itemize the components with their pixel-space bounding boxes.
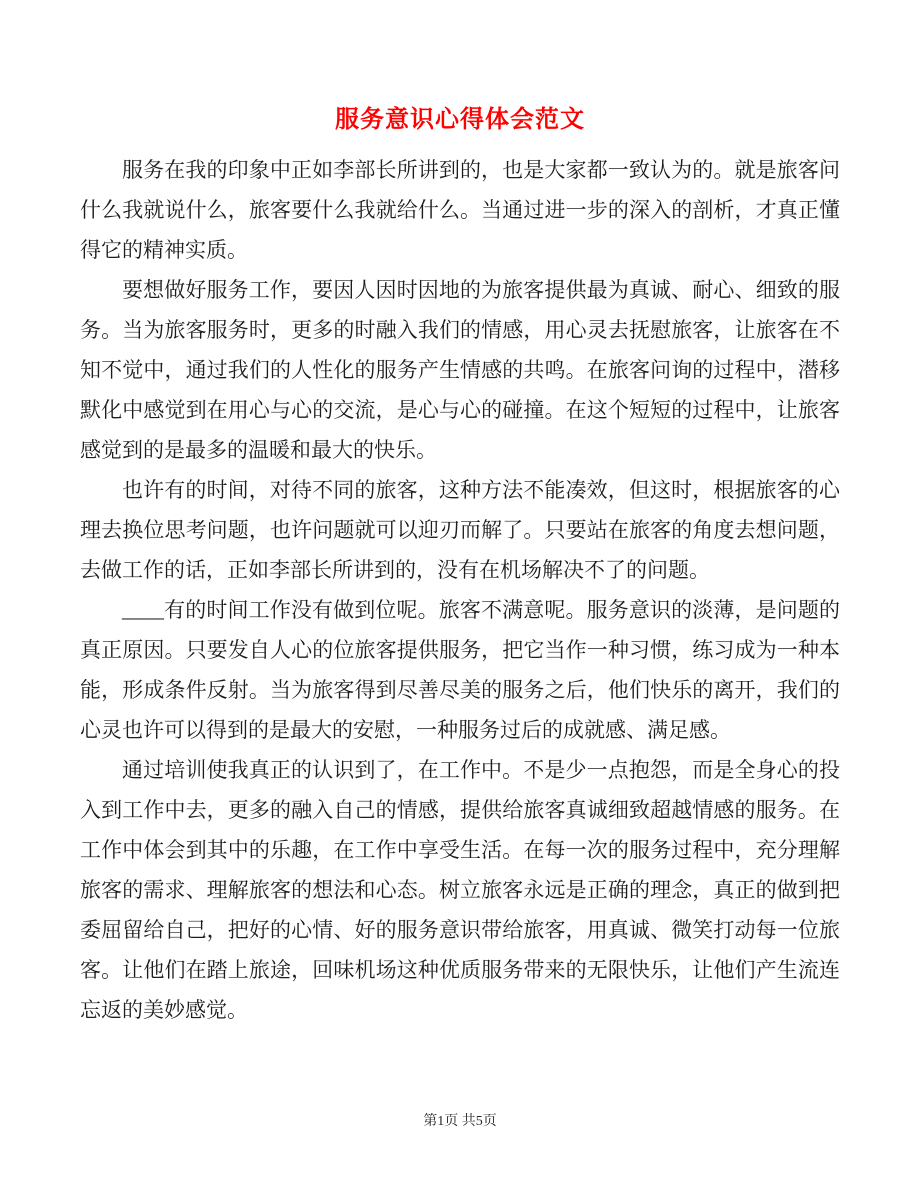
- paragraph: 要想做好服务工作，要因人因时因地的为旅客提供最为真诚、耐心、细致的服务。当为旅客服务时，更多的时融入我们的情感，用心灵去抚慰旅客，让旅客在不知不觉中，通过我们的人性化的服务产生情感的共鸣。在旅客问询的过程中，潜移默化中感觉到在用心与心的交流，是心与心的碰撞。在这个短短的过程中，让旅客感觉到的是最多的温暖和最大的快乐。: [80, 278, 840, 462]
- document-body: [80, 150, 840, 1030]
- paragraph: 也许有的时间，对待不同的旅客，这种方法不能凑效，但这时，根据旅客的心理去换位思考问题，也许问题就可以迎刃而解了。只要站在旅客的角度去想问题，去做工作的话，正如李部长所讲到的，没有在机场解决不了的问题。: [80, 478, 840, 582]
- page-title: 服务意识心得体会范文: [335, 107, 585, 133]
- page-footer: [0, 1108, 920, 1136]
- paragraph: 服务在我的印象中正如李部长所讲到的，也是大家都一致认为的。就是旅客问什么我就说什么，旅客要什么我就给什么。当通过进一步的深入的剖析，才真正懂得它的精神实质。: [80, 158, 840, 262]
- page-number-label: 第1页 共5页: [423, 1114, 497, 1129]
- paragraph: ____有的时间工作没有做到位呢。旅客不满意呢。服务意识的淡薄，是问题的真正原因。只要发自人心的位旅客提供服务，把它当作一种习惯，练习成为一种本能，形成条件反射。当为旅客得到尽善尽美的服务之后，他们快乐的离开，我们的心灵也许可以得到的是最大的安慰，一种服务过后的成就感、满足感。: [80, 598, 840, 742]
- paragraph: 通过培训使我真正的认识到了，在工作中。不是少一点抱怨，而是全身心的投入到工作中去，更多的融入自己的情感，提供给旅客真诚细致超越情感的服务。在工作中体会到其中的乐趣，在工作中享受生活。在每一次的服务过程中，充分理解旅客的需求、理解旅客的想法和心态。树立旅客永远是正确的理念，真正的做到把委屈留给自己，把好的心情、好的服务意识带给旅客，用真诚、微笑打动每一位旅客。让他们在踏上旅途，回味机场这种优质服务带来的无限快乐，让他们产生流连忘返的美妙感觉。: [80, 758, 840, 1022]
